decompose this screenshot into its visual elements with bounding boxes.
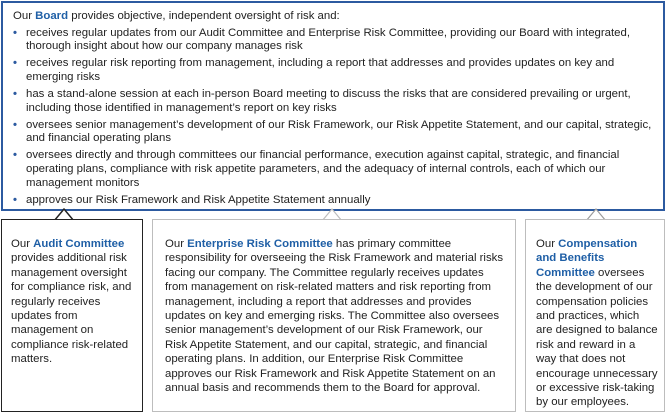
list-item: • has a stand-alone session at each in-person Board meeting to discuss the risks that are considered prevailing or urgent, including those identified in management’s report on key risks: [13, 87, 631, 114]
compensation-committee-title: Compensation and Benefits Committee: [536, 238, 638, 279]
bullet-icon: •: [13, 26, 17, 39]
bullet-icon: •: [13, 193, 17, 206]
list-item: • receives regular risk reporting from management, including a report that addresses and provides updates on key and emerging risks: [13, 57, 615, 83]
list-item: • oversees senior management’s development of our Risk Framework, our Risk Appetite Statement, and our capital, strategic, and financial operating plans: [13, 118, 652, 145]
compensation-committee-box: [525, 219, 665, 412]
enterprise-risk-committee-box: [152, 219, 516, 412]
list-item: • oversees directly and through committees our financial performance, execution against capital, strategic, and financial operating plans, compliance with risk appetite parameters, and the adequacy of internal controls, each of which our management monitors: [13, 149, 620, 189]
audit-committee-title: Audit Committee: [33, 238, 125, 250]
list-item: • receives regular updates from our Audit Committee and Enterprise Risk Committee, providing our Board with integrated, thorough insight about how our company manages risk: [13, 26, 630, 53]
audit-committee-box: [1, 219, 143, 412]
bullet-icon: •: [13, 57, 17, 70]
enterprise-risk-committee-text: Our Enterprise Risk Committee has primary committee responsibility for overseeing the Risk Framework and material risks facing our company. The Committee regularly receives updates from management on risk-related matters and risk reporting from management, including a report that addresses and provides updates on key and emerging risks. The Committee also oversees senior management’s development of our Risk Framework, our Risk Appetite Statement, and our capital, strategic, and financial operating plans. In addition, our Enterprise Risk Committee approves our Risk Framework and Risk Appetite Statement on an annual basis and recommends them to the Board for approval.: [165, 238, 504, 395]
bullet-icon: •: [13, 149, 17, 162]
enterprise-risk-committee-title: Enterprise Risk Committee: [187, 238, 333, 250]
board-oversight-box: [1, 1, 665, 211]
bullet-icon: •: [13, 118, 17, 131]
compensation-committee-text: Our Compensation and Benefits Committee oversees the development of our compensation policies and practices, which are designed to balance risk and reward in a way that does not encourage unnecessary or excessive risk-taking by our employees.: [536, 238, 658, 409]
board-intro: Our Board provides objective, independent oversight of risk and:: [13, 10, 340, 22]
audit-committee-text: Our Audit Committee provides additional risk management oversight for compliance risk, and regularly receives updates from management on compliance risk-related matters.: [11, 238, 132, 366]
board-highlight: Board: [35, 10, 69, 22]
bullet-icon: •: [13, 87, 17, 100]
list-item: • approves our Risk Framework and Risk Appetite Statement annually: [13, 193, 371, 206]
board-responsibilities-list: [13, 27, 655, 208]
